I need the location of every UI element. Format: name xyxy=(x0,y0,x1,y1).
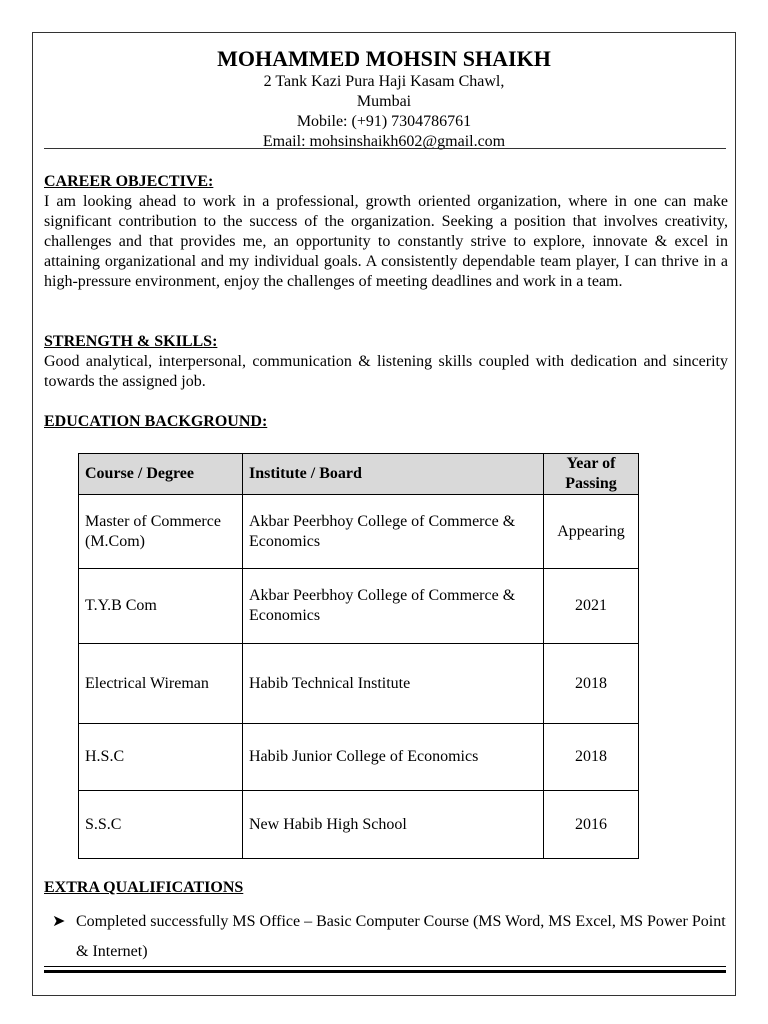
email: Email: mohsinshaikh602@gmail.com xyxy=(262,133,506,150)
year-cell: Appearing xyxy=(544,495,639,569)
mobile: Mobile: (+91) 7304786761 xyxy=(296,113,472,130)
institute-cell: Akbar Peerbhoy College of Commerce & Economics xyxy=(243,495,544,569)
course-cell: Electrical Wireman xyxy=(79,644,243,724)
career-objective-text: I am looking ahead to work in a professional, growth oriented organization, where in one can make significant contribution to the success of the organization. Seeking a position that involves creativity, challenges and that provides me, an opportunity to constantly strive to explore, innovate & excel in attaining organizational and my individual goals. A consistently dependable team player, I can thrive in a high-pressure environment, enjoy the challenges of meeting deadlines and work in a team. xyxy=(44,193,728,290)
education-table xyxy=(78,453,639,859)
heading-colon: : xyxy=(208,173,214,190)
address-line-1: 2 Tank Kazi Pura Haji Kasam Chawl, xyxy=(263,73,505,90)
candidate-name: MOHAMMED MOHSIN SHAIKH xyxy=(217,46,551,71)
course-cell: T.Y.B Com xyxy=(79,569,243,644)
table-row xyxy=(79,644,639,724)
heading-text: CAREER OBJECTIVE xyxy=(44,173,209,190)
skills-text: Good analytical, interpersonal, communication & listening skills coupled with dedication and sincerity towards the assigned job. xyxy=(44,353,728,390)
institute-cell: Habib Junior College of Economics xyxy=(243,724,544,791)
list-item-text: Completed successfully MS Office – Basic Computer Course (MS Word, MS Excel, MS Power Point & Internet) xyxy=(76,913,726,960)
education-heading: EDUCATION BACKGROUND: xyxy=(44,413,268,430)
institute-cell: Akbar Peerbhoy College of Commerce & Economics xyxy=(243,569,544,644)
column-header: Course / Degree xyxy=(79,454,243,495)
header-divider xyxy=(44,148,726,149)
year-cell: 2018 xyxy=(544,724,639,791)
arrow-bullet-icon: ➤ xyxy=(52,913,66,930)
course-cell: S.S.C xyxy=(79,791,243,859)
footer-divider-thin xyxy=(44,966,726,967)
institute-cell: Habib Technical Institute xyxy=(243,644,544,724)
course-cell: H.S.C xyxy=(79,724,243,791)
address-line-2: Mumbai xyxy=(356,93,412,110)
year-cell: 2018 xyxy=(544,644,639,724)
course-cell: Master of Commerce (M.Com) xyxy=(79,495,243,569)
table-row xyxy=(79,724,639,791)
year-cell: 2016 xyxy=(544,791,639,859)
table-header-row xyxy=(79,454,639,495)
skills-heading xyxy=(44,332,217,352)
footer-divider-thick xyxy=(44,970,726,973)
list-item xyxy=(52,907,736,967)
table-row xyxy=(79,569,639,644)
column-header: Year of Passing xyxy=(544,454,639,495)
heading-colon: : xyxy=(212,333,218,350)
institute-cell: New Habib High School xyxy=(243,791,544,859)
column-header: Institute / Board xyxy=(243,454,544,495)
year-cell: 2021 xyxy=(544,569,639,644)
table-row xyxy=(79,495,639,569)
table-row xyxy=(79,791,639,859)
extra-qualifications-heading: EXTRA QUALIFICATIONS xyxy=(44,879,244,896)
heading-text: STRENGTH & SKILLS xyxy=(44,333,213,350)
career-objective-heading xyxy=(44,172,213,192)
